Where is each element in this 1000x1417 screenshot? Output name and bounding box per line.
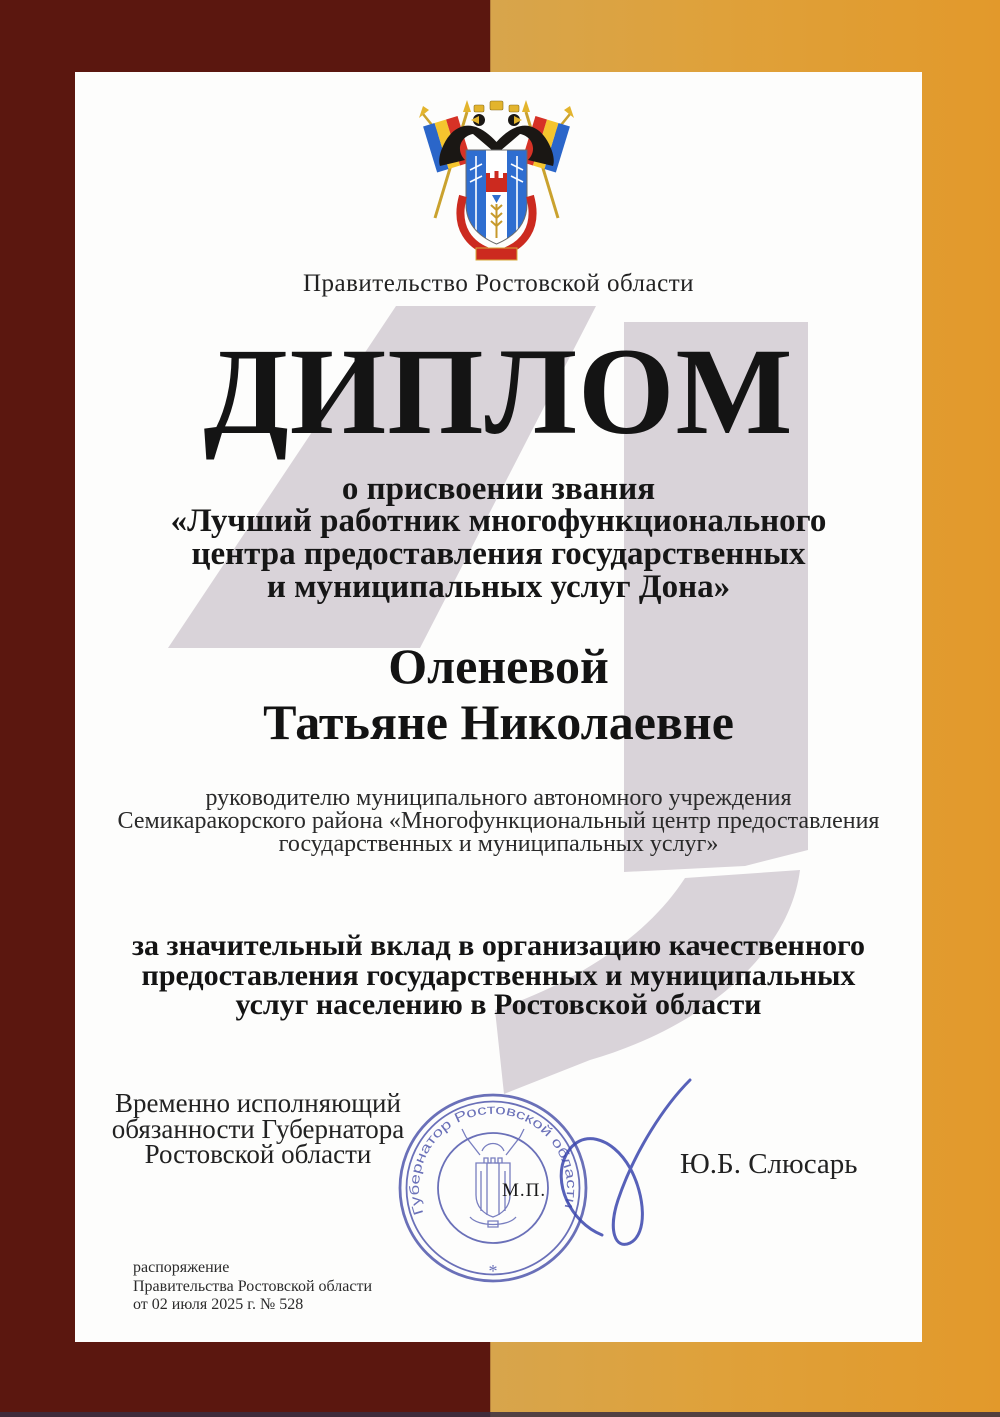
recipient-name xyxy=(75,638,922,750)
award-reason-line: за значительный вклад в организацию качественного xyxy=(131,929,865,962)
ribbon-scroll xyxy=(476,248,517,260)
diploma-title: ДИПЛОМ xyxy=(203,323,794,460)
award-reason-line: услуг населению в Ростовской области xyxy=(235,988,762,1021)
org-name: Правительство Ростовской области xyxy=(302,270,695,297)
award-title-line: центра предоставления государственных xyxy=(191,536,806,572)
seal-curved-text: Губернатор Ростовской области xyxy=(406,1101,580,1217)
signatory-name: Ю.Б. Слюсарь xyxy=(680,1148,858,1180)
seal-arms-sketch xyxy=(462,1129,524,1227)
recipient-role-line: руководителю муниципального автономного учреждения xyxy=(205,785,792,811)
fortress xyxy=(486,171,507,192)
signatory-title-line: Временно исполняющий xyxy=(115,1088,401,1118)
coat-of-arms-rostov-oblast xyxy=(413,98,580,265)
scan-edge-artifact xyxy=(0,1412,1000,1417)
signature-stroke xyxy=(561,1080,690,1244)
recipient-name-line: Оленевой xyxy=(388,638,609,694)
order-reference-line: от 02 июля 2025 г. № 528 xyxy=(133,1296,304,1313)
award-title-line: и муниципальных услуг Дона» xyxy=(266,569,731,605)
order-reference xyxy=(133,1259,372,1315)
award-title-line: «Лучший работник многофункционального xyxy=(170,503,827,539)
crowns xyxy=(474,101,519,112)
seal-star: * xyxy=(488,1261,498,1281)
recipient-role xyxy=(75,787,922,856)
signatory-title-line: Ростовской области xyxy=(144,1139,372,1169)
award-reason-line: предоставления государственных и муниципальных xyxy=(141,958,856,992)
award-title xyxy=(75,505,922,604)
signatory-title-line: обязанности Губернатора xyxy=(111,1113,405,1144)
order-reference-line: Правительства Ростовской области xyxy=(133,1277,373,1295)
shield xyxy=(466,150,527,244)
recipient-role-line: государственных и муниципальных услуг» xyxy=(278,831,719,857)
award-reason xyxy=(75,931,922,1020)
recipient-role-line: Семикаракорского района «Многофункциональный центр предоставления xyxy=(117,808,880,834)
signatory-title xyxy=(93,1088,423,1169)
certificate-paper xyxy=(75,72,922,1342)
recipient-name-line: Татьяне Николаевне xyxy=(263,694,734,750)
seal-place-label: М.П. xyxy=(502,1180,547,1201)
award-subtitle: о присвоении звания xyxy=(341,471,656,507)
order-reference-line: распоряжение xyxy=(133,1259,230,1276)
